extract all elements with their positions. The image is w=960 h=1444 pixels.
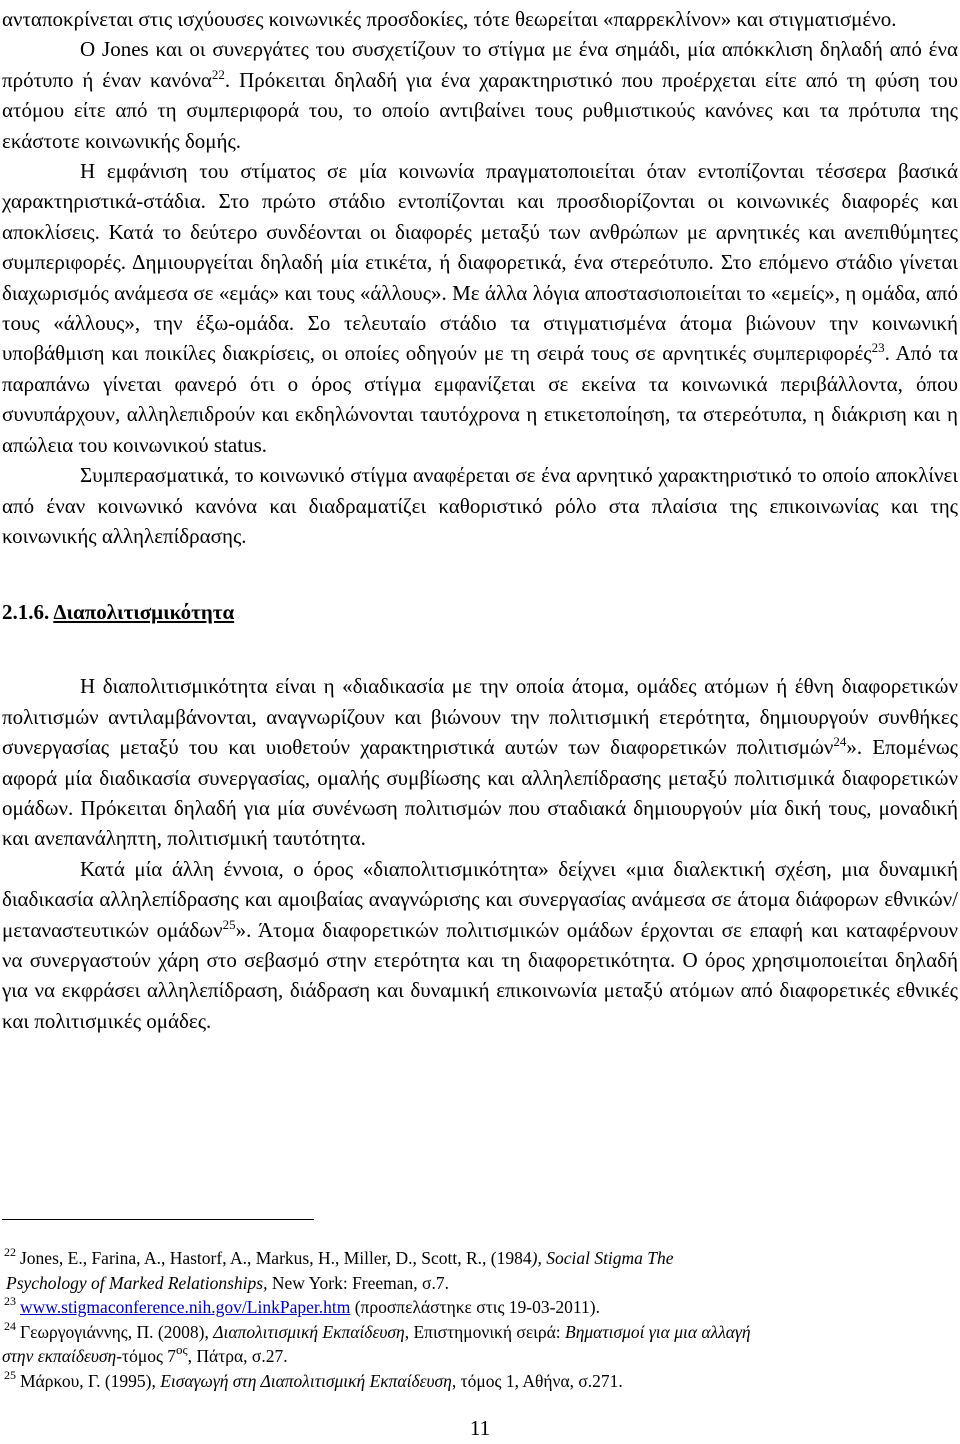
footnote-ref: 22 [4, 1245, 16, 1259]
footnote-22 [2, 1246, 958, 1295]
section-heading [2, 597, 958, 627]
section-title: Διαπολιτισμικότητα [53, 600, 235, 625]
footnote-text: , τόμος 1, Αθήνα, σ.271. [451, 1370, 623, 1391]
body-text [2, 0, 958, 1036]
paragraph: ανταποκρίνεται στις ισχύουσες κοινωνικές προσδοκίες, τότε θεωρείται «παρρεκλίνον» και στιγματισμένο. [2, 7, 897, 31]
footnote-text: (προσπελάστηκε στις 19-03-2011). [350, 1297, 600, 1318]
footnote-ref: 23 [4, 1294, 16, 1309]
paragraph: Κατά μία άλλη έννοια, ο όρος «διαπολιτισμικότητα» δείχνει «μια διαλεκτική σχέση, μια δυναμική διαδικασία αλληλεπίδρασης και αμοιβαίας αναγνώρισης και συνεργασίας ανάμεσα σε άτομα διάφορων εθνικών/μεταναστευτικών ομάδων$^{25}$». Άτομα διαφορετικών πολιτισμικών ομάδων έρχονται σε επαφή και καταφέρνουν να συνεργαστούν χάρη στο σεβασμό στην ετερότητα και τη διαφορετικότητα. Ο όρος χρησιμοποιείται δηλαδή για να εκφράσει αλληλεπίδραση, διάδραση και δυναμική επικοινωνία μεταξύ ατόμων από διαφορετικές εθνικές και πολιτισμικές ομάδες. [2, 856, 958, 1033]
footnote-text: Jones, E., Farina, A., Hastorf, A., Markus, H., Miller, D., Scott, R., (1984 [20, 1248, 532, 1268]
footnote-marker: 22 [211, 66, 225, 82]
footnote-text: , Επιστημονική σειρά: [404, 1321, 566, 1342]
footnote-text: Βηματισμοί για μια αλλαγή [565, 1321, 751, 1342]
footnote-marker: 23 [871, 340, 885, 356]
footnote-link[interactable]: www.stigmaconference.nih.gov/LinkPaper.htm [20, 1297, 351, 1318]
footnote-text: Διαπολιτισμική Εκπαίδευση [213, 1321, 405, 1342]
footnotes [2, 1246, 958, 1394]
footnote-ref: 24 [4, 1318, 16, 1333]
footnote-text: Μάρκου, Γ. (1995), [20, 1370, 161, 1391]
footnote-text: , Πάτρα, σ.27. [187, 1346, 288, 1367]
footnote-23 [2, 1295, 958, 1320]
footnote-text: Psychology of Marked Relationships, [6, 1272, 268, 1293]
footnote-text: -τόμος 7 [116, 1346, 177, 1367]
paragraph: Ο Jones και οι συνεργάτες του συσχετίζουν το στίγμα με ένα σημάδι, μία απόκκλιση δηλαδή από ένα πρότυπο ή έναν κανόνα$^{22}$. Πρόκειται δηλαδή για ένα χαρακτηριστικό που προέρχεται είτε από τη φύση του ατόμου είτε από τη συμπεριφορά του, το οποίο αντιβαίνει τους ρυθμιστικούς κανόνες και τα πρότυπα της εκάστοτε κοινωνικής δομής. [2, 37, 958, 153]
footnote-marker: 25 [222, 916, 236, 932]
footnote-ref: 25 [4, 1367, 16, 1382]
paragraph: Συμπερασματικά, το κοινωνικό στίγμα αναφέρεται σε ένα αρνητικό χαρακτηριστικό το οποίο αποκλίνει από έναν κοινωνικό κανόνα και διαδραματίζει καθοριστικό ρόλο στα πλαίσια της επικοινωνίας και της κοινωνικής αλληλεπίδρασης. [2, 463, 958, 548]
footnote-24 [2, 1320, 958, 1369]
footnote-text: New York: Freeman, σ.7. [267, 1272, 449, 1293]
footnote-text: Εισαγωγή στη Διαπολιτισμική Εκπαίδευση [160, 1370, 452, 1391]
section-number: 2.1.6. [2, 600, 50, 625]
paragraph: Η εμφάνιση του στίματος σε μία κοινωνία πραγματοποιείται όταν εντοπίζονται τέσσερα βασικά χαρακτηριστικά-στάδια. Στο πρώτο στάδιο εντοπίζονται και προσδιορίζονται οι κοινωνικές διαφορές και αποκλίσεις. Κατά το δεύτερο συνδέονται οι διαφορές μεταξύ των ανθρώπων με αρνητικές και ανεπιθύμητες συμπεριφορές. Δημιουργείται δηλαδή μία ετικέτα, ή διαφορετικά, ένα στερεότυπο. Στο επόμενο στάδιο γίνεται διαχωρισμός ανάμεσα σε «εμάς» και τους «άλλους». Με άλλα λόγια αποστασιοποιείται το «εμείς», η ομάδα, από τους «άλλους», την έξω-ομάδα. Σο τελευταίο στάδιο τα στιγματισμένα άτομα βιώνουν την κοινωνική υποβάθμιση και ποικίλες διακρίσεις, οι οποίες οδηγούν με τη σειρά τους σε αρνητικές συμπεριφορές$^{23}$. Από τα παραπάνω γίνεται φανερό ότι ο όρος στίγμα εμφανίζεται σε εκείνα τα κοινωνικά περιβάλλοντα, όπου συνυπάρχουν, αλληλεπιδρούν και εκδηλώνονται ταυτόχρονα η ετικετοποίηση, τα στερεότυπα, η διάκριση και η απώλεια του κοινωνικού status. [2, 159, 958, 457]
footnote-sup: ος [176, 1342, 188, 1358]
footnote-25 [2, 1369, 958, 1394]
footnote-text: ), Social Stigma The [531, 1248, 674, 1268]
footnote-text: στην εκπαίδευση [2, 1346, 117, 1367]
footnote-separator [2, 1219, 314, 1220]
paragraph: Η διαπολιτισμικότητα είναι η «διαδικασία με την οποία άτομα, ομάδες ατόμων ή έθνη διαφορετικών πολιτισμών αντιλαμβάνονται, αναγνωρίζουν και βιώνουν την πολιτισμική ετερότητα, δημιουργούν συνθήκες συνεργασίας μεταξύ του και υιοθετούν χαρακτηριστικά αυτών των διαφορετικών πολιτισμών$^{24}$». Επομένως αφορά μία διαδικασία συνεργασίας, ομαλής συμβίωσης και αλληλεπίδρασης μεταξύ πολιτισμικά διαφορετικών ομάδων. Πρόκειται δηλαδή για μία συνένωση πολιτισμών που σταδιακά δημιουργούν μία δική τους, μοναδική και ανεπανάληπτη, πολιτισμική ταυτότητα. [2, 674, 958, 851]
footnote-text: Γεωργογιάννης, Π. (2008), [20, 1321, 214, 1342]
footnote-marker: 24 [833, 734, 847, 750]
page-number: 11 [469, 1416, 491, 1440]
